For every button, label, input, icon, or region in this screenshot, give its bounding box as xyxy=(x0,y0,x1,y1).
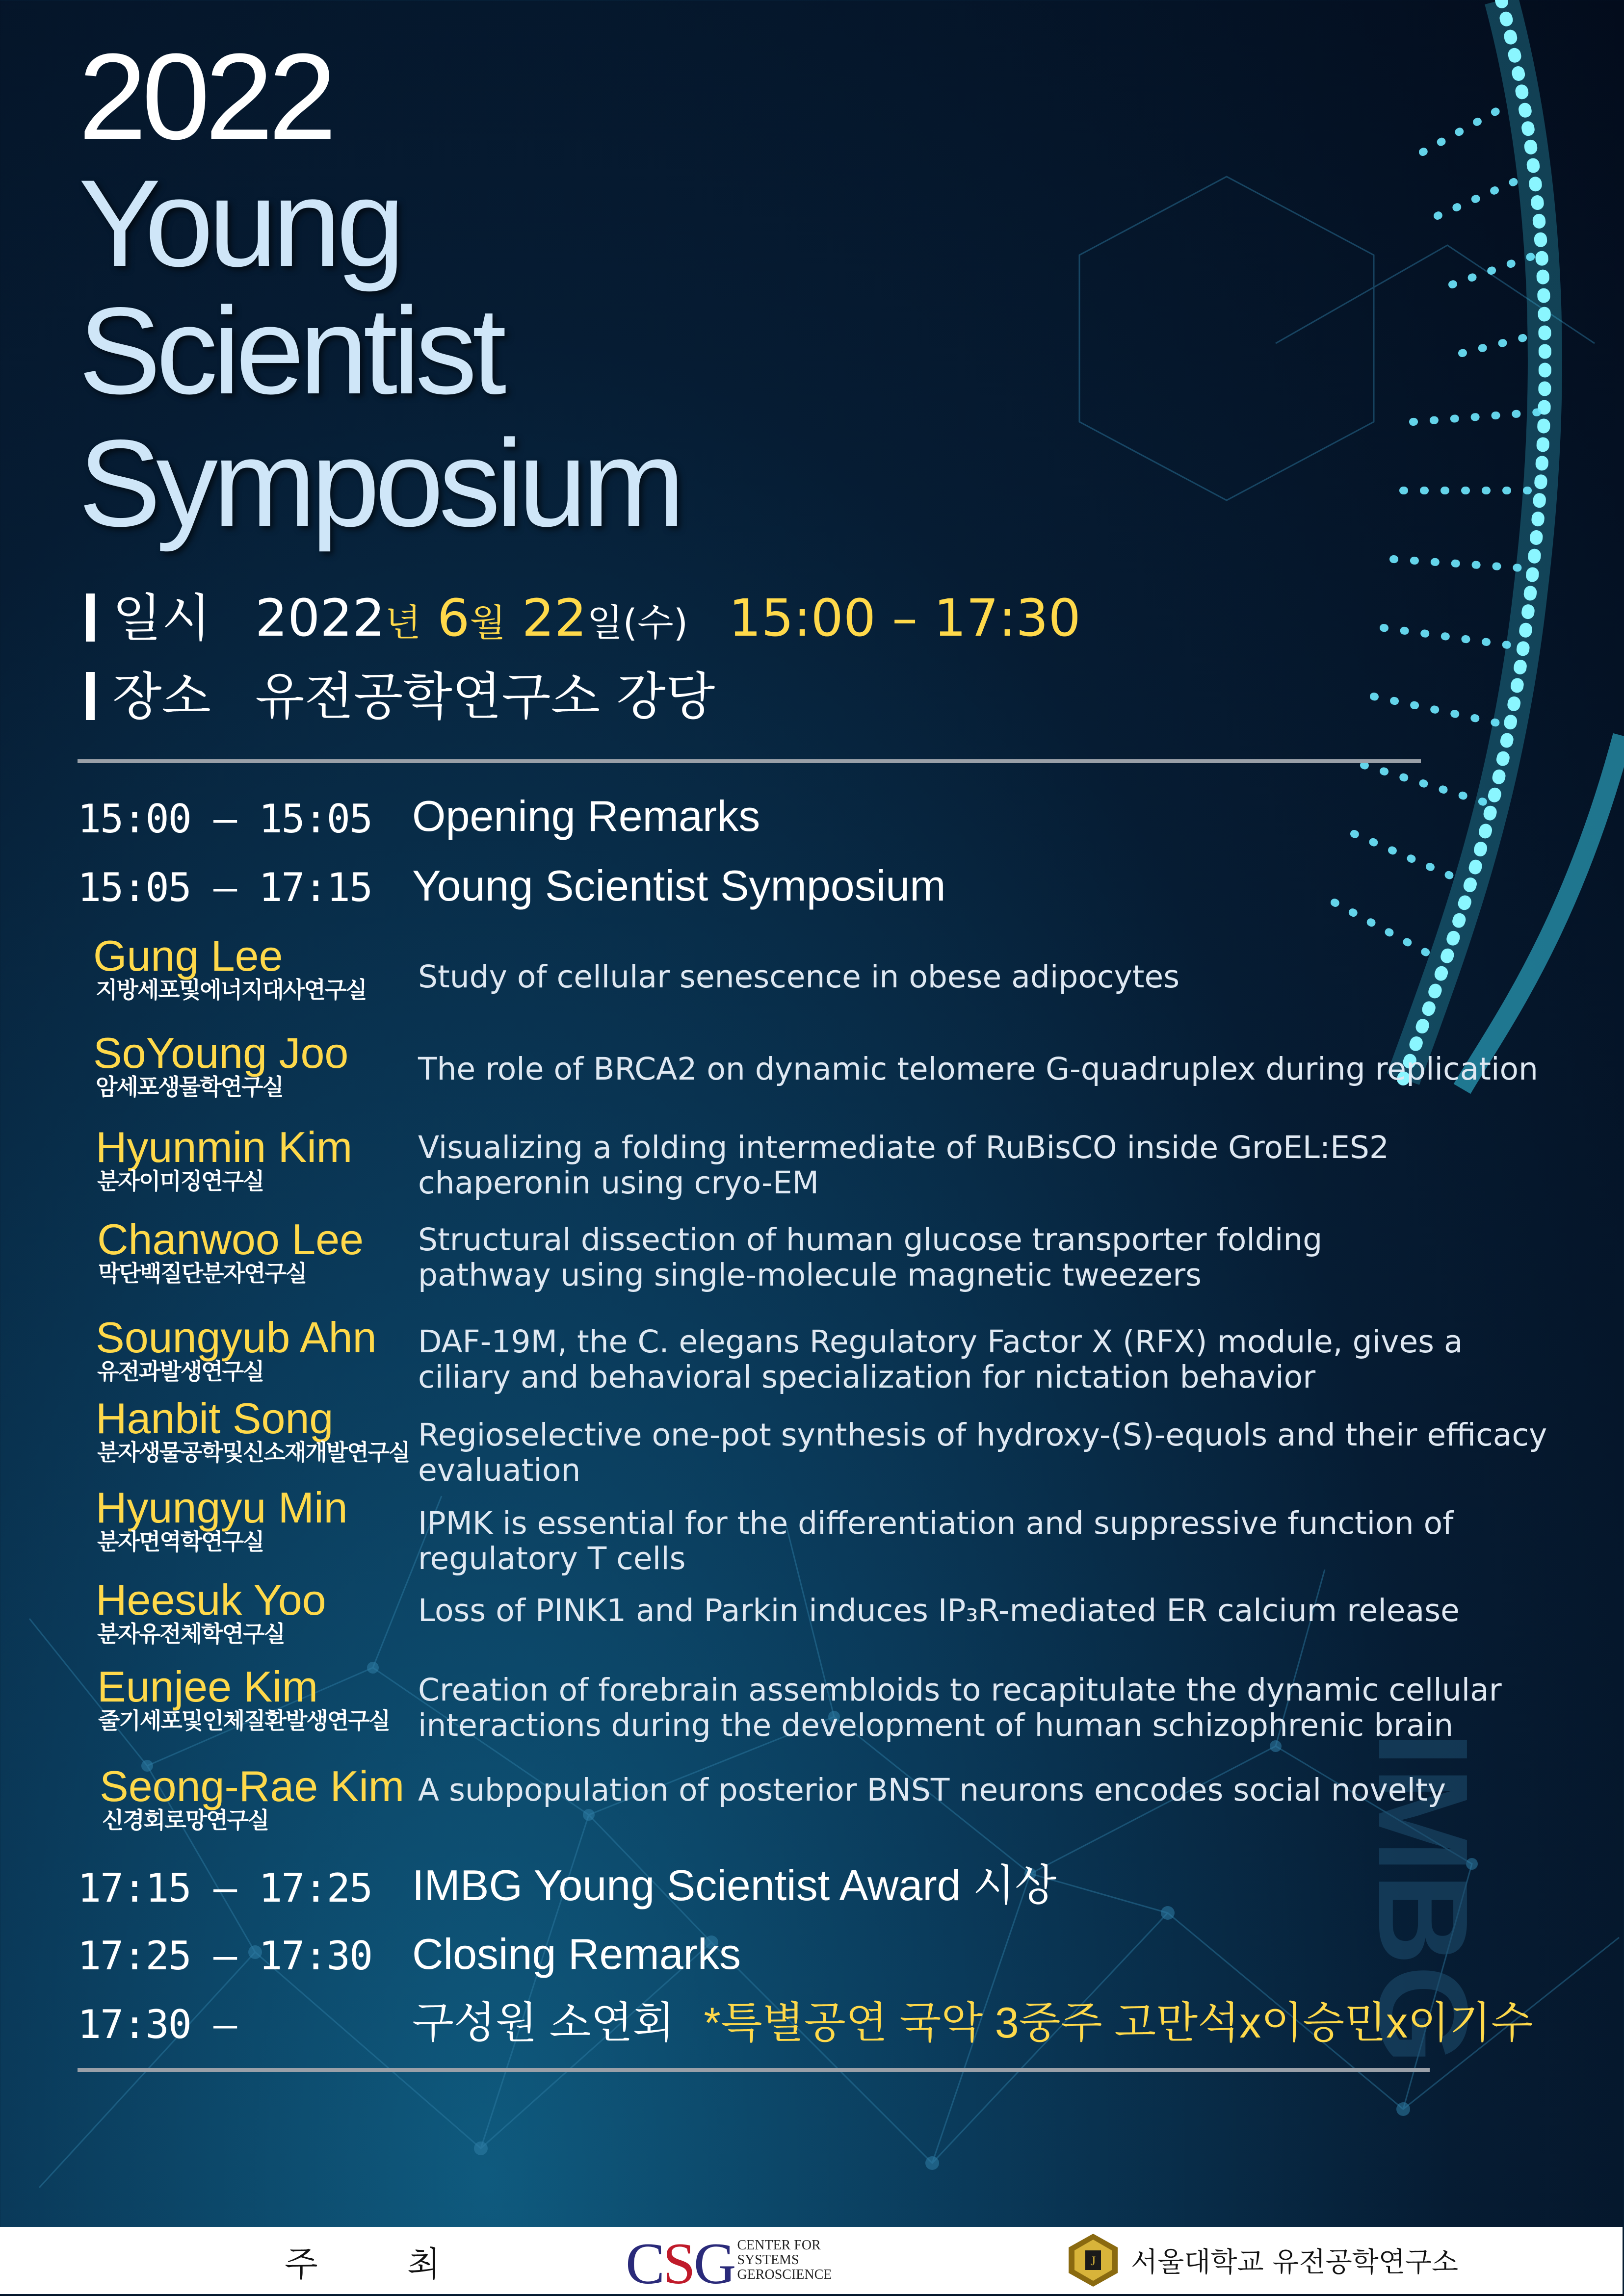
talk-title: Creation of forebrain assembloids to recapitulate the dynamic cellular interactions during the development of human schizophrenic brain xyxy=(418,1672,1502,1743)
speaker-name: Soungyub Ahn xyxy=(96,1313,377,1362)
date-label: 일시 xyxy=(112,588,211,648)
date-time: 15:00 – 17:30 xyxy=(729,588,1081,648)
date-month: 6 xyxy=(437,588,470,648)
special-performance: *특별공연 국악 3중주 고만석x이승민x이기수 xyxy=(704,1998,1533,2047)
speaker-name: Seong-Rae Kim xyxy=(100,1762,405,1810)
place-label: 장소 xyxy=(112,667,211,726)
speaker-lab: 줄기세포및인체질환발생연구실 xyxy=(98,1707,390,1734)
speaker-name: Eunjee Kim xyxy=(97,1662,318,1711)
schedule-time: 17:25 – 17:30 xyxy=(78,1933,372,1979)
talk-title: A subpopulation of posterior BNST neurons encodes social novelty xyxy=(418,1772,1446,1808)
schedule-time: 15:00 – 15:05 xyxy=(78,796,372,842)
date-day: 22 xyxy=(522,588,587,648)
imbg-watermark: IMBG xyxy=(1352,1731,1494,2064)
snu-emblem-icon xyxy=(1064,2231,1123,2290)
place-info xyxy=(86,667,715,726)
talk-title: Regioselective one-pot synthesis of hydroxy-(S)-equols and their efficacy evaluation xyxy=(418,1417,1547,1488)
bullet-bar xyxy=(86,672,95,720)
schedule-time: 17:30 – xyxy=(78,2002,236,2047)
host-label: 주 최 xyxy=(285,2244,480,2284)
talk-title: The role of BRCA2 on dynamic telomere G-quadruplex during replication xyxy=(418,1051,1538,1087)
talk-title: Visualizing a folding intermediate of RuBisCO inside GroEL:ES2 chaperonin using cryo-EM xyxy=(418,1130,1389,1201)
talk-title: Structural dissection of human glucose transporter folding pathway using single-molecule magnetic tweezers xyxy=(418,1222,1323,1293)
talk-title: Study of cellular senescence in obese adipocytes xyxy=(418,959,1180,995)
divider-bottom xyxy=(78,2068,1430,2072)
schedule-event: Opening Remarks xyxy=(412,792,760,840)
speaker-name: Heesuk Yoo xyxy=(96,1575,326,1624)
speaker-lab: 분자이미징연구실 xyxy=(97,1168,264,1194)
speaker-name: SoYoung Joo xyxy=(93,1029,349,1077)
dna-helix-icon xyxy=(1335,0,1623,1089)
title-year: 2022 xyxy=(79,28,332,165)
divider-top xyxy=(78,759,1421,763)
speaker-name: Hanbit Song xyxy=(96,1394,334,1443)
speaker-name: Hyungyu Min xyxy=(96,1483,348,1532)
date-year-unit: 년 xyxy=(385,601,421,645)
place-value: 유전공학연구소 강당 xyxy=(255,667,715,726)
bullet-bar xyxy=(86,593,95,642)
date-month-unit: 월 xyxy=(470,601,506,645)
snu-logo xyxy=(1064,2231,1458,2290)
schedule-event: Closing Remarks xyxy=(412,1930,741,1978)
talk-title: DAF-19M, the C. elegans Regulatory Factor X (RFX) module, gives a ciliary and behavioral specialization for nictation behavior xyxy=(418,1324,1463,1395)
csg-logo xyxy=(626,2231,832,2296)
talk-title: IPMK is essential for the differentiation and suppressive function of regulatory T cells xyxy=(418,1505,1454,1576)
speaker-lab: 암세포생물학연구실 xyxy=(96,1074,283,1100)
snu-institute-name: 서울대학교 유전공학연구소 xyxy=(1131,2246,1459,2278)
title-line-symposium: Symposium xyxy=(79,414,681,552)
date-info xyxy=(86,588,1081,648)
schedule-event xyxy=(412,1998,1533,2047)
date-year: 2022 xyxy=(255,588,385,648)
svg-text:J: J xyxy=(1090,2254,1096,2268)
speaker-lab: 분자생물공학및신소재개발연구실 xyxy=(97,1439,410,1466)
schedule-time: 15:05 – 17:15 xyxy=(78,865,372,910)
title-line-young: Young xyxy=(79,155,400,292)
speaker-lab: 신경회로망연구실 xyxy=(102,1807,269,1833)
speaker-name: Gung Lee xyxy=(93,931,283,980)
speaker-name: Chanwoo Lee xyxy=(97,1215,364,1264)
speaker-lab: 유전과발생연구실 xyxy=(97,1358,264,1385)
title-line-scientist: Scientist xyxy=(79,282,502,420)
csg-logo-text: CENTER FOR SYSTEMS GEROSCIENCE xyxy=(737,2238,832,2282)
speaker-lab: 지방세포및에너지대사연구실 xyxy=(96,977,367,1003)
schedule-event: Young Scientist Symposium xyxy=(412,861,946,910)
talk-title: Loss of PINK1 and Parkin induces IP₃R-mediated ER calcium release xyxy=(418,1593,1460,1628)
schedule-event: IMBG Young Scientist Award 시상 xyxy=(412,1861,1057,1909)
speaker-lab: 분자면역학연구실 xyxy=(97,1528,264,1555)
date-day-unit: 일(수) xyxy=(587,601,688,645)
schedule-time: 17:15 – 17:25 xyxy=(78,1865,372,1911)
speaker-lab: 막단백질단분자연구실 xyxy=(98,1260,307,1287)
speaker-name: Hyunmin Kim xyxy=(96,1123,353,1171)
reception-label: 구성원 소연회 xyxy=(412,1998,675,2047)
csg-logo-mark: CSG xyxy=(626,2231,734,2296)
speaker-lab: 분자유전체학연구실 xyxy=(97,1621,285,1647)
